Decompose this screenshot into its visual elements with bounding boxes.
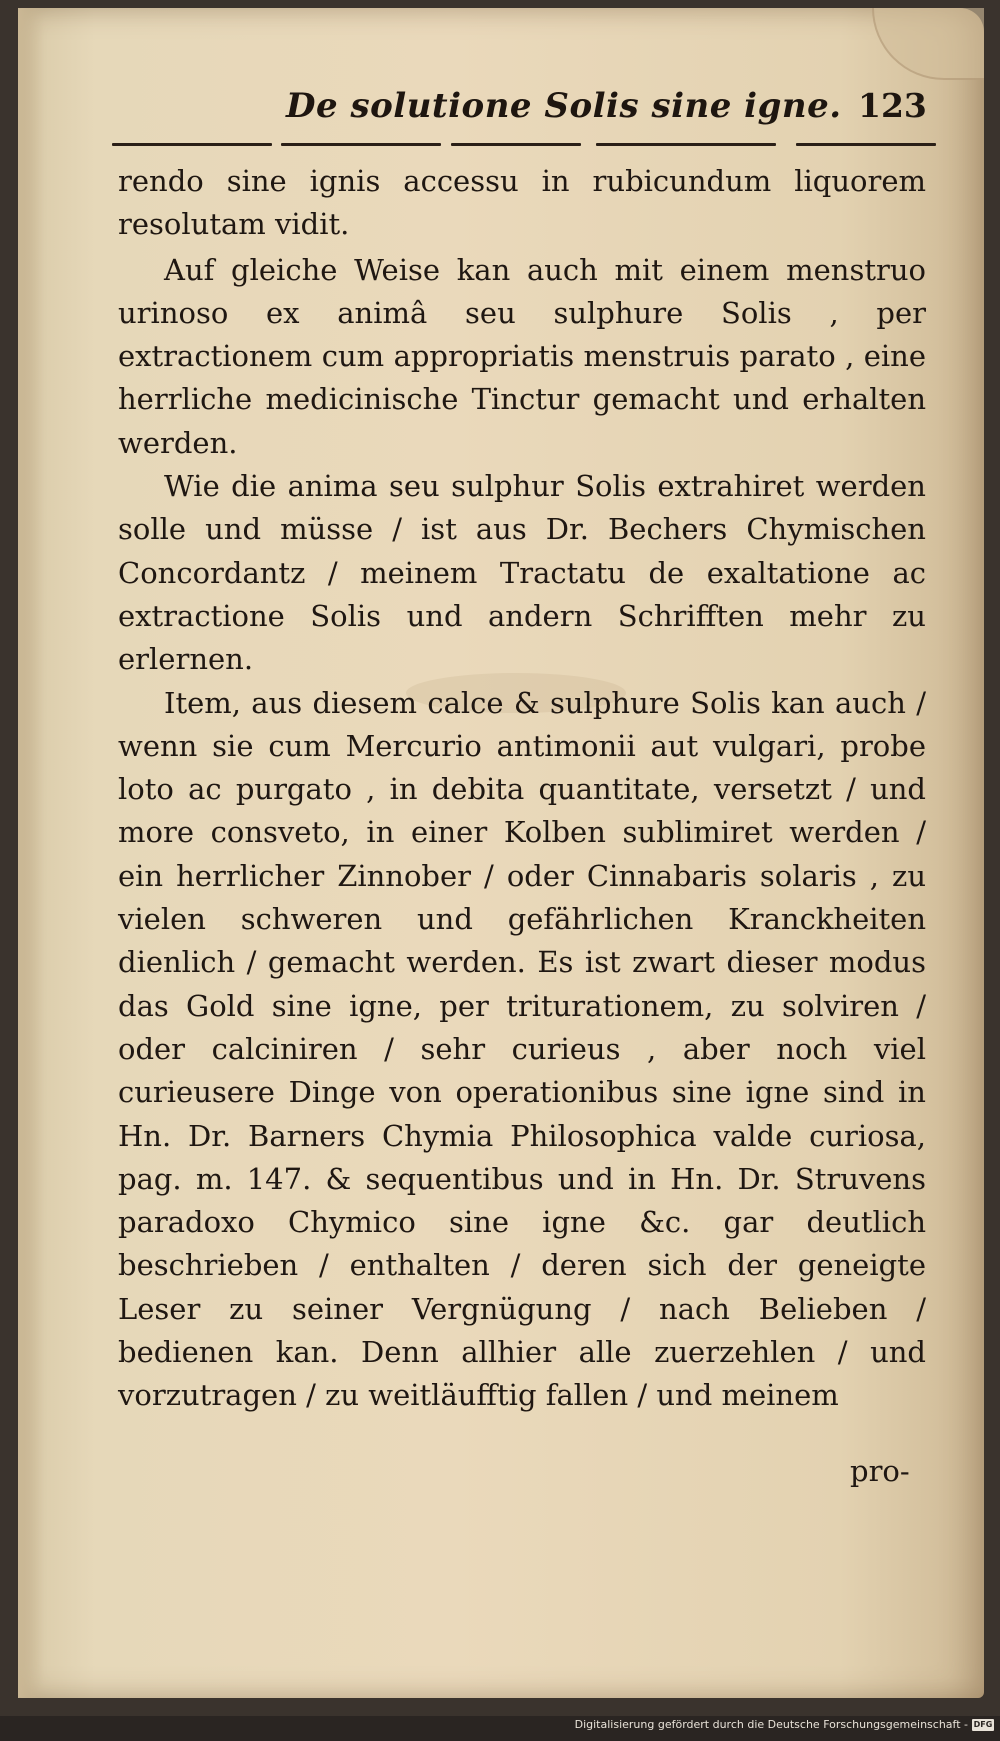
paragraph-anima-solis: Wie die anima seu sulphur Solis extrahiret werden solle und müsse / ist aus Dr. Bechers Chymischen Concordantz / meinem Tractatu de exaltatione ac extractione Solis und andern Schrifften mehr zu erlernen. xyxy=(118,469,926,677)
running-title: De solutione Solis sine igne. xyxy=(286,86,842,126)
dfg-logo: DFG xyxy=(973,1720,993,1729)
running-head xyxy=(18,86,984,136)
paragraph-zinnober: Item, aus diesem calce & sulphure Solis kan auch / wenn sie cum Mercurio antimonii aut vulgari, probe loto ac purgato , in debita quantitate, versetzt / und more consveto, in einer Kolben sublimiret werden / ein herrlicher Zinnober / oder Cinnabaris solaris , zu vielen schweren und gefährlichen Kranckheiten dienlich / gemacht werden. Es ist zwart dieser modus das Gold sine igne, per triturationem, zu solviren / oder calciniren / sehr curieus , aber noch viel curieusere Dinge von operationibus sine igne sind in Hn. Dr. Barners Chymia Philosophica valde curiosa, pag. m. 147. & sequentibus und in Hn. Dr. Struvens paradoxo Chymico sine igne &c. gar deutlich beschrieben / enthalten / deren sich der geneigte Leser zu seiner Vergnügung / nach Belieben / bedienen kan. Denn allhier alle zuerzehlen / und vorzutragen / zu weitläufftig fallen / und meinem xyxy=(118,685,926,1413)
paragraph-tinctur: Auf gleiche Weise kan auch mit einem menstruo urinoso ex animâ seu sulphure Solis , per extractionem cum appropriatis menstruis parato , eine herrliche medicinische Tinctur gemacht und erhalten werden. xyxy=(118,252,926,460)
header-rule xyxy=(106,140,926,148)
rule-segment xyxy=(451,143,581,146)
catchword: pro- xyxy=(850,1454,910,1488)
rule-segment xyxy=(796,143,936,146)
page-gutter-shadow xyxy=(18,8,44,1698)
rule-segment xyxy=(596,143,776,146)
rule-segment xyxy=(112,143,272,146)
page-number: 123 xyxy=(858,86,927,125)
paragraph-continuation: rendo sine ignis accessu in rubicundum liquorem resolutam vidit. xyxy=(118,164,926,242)
digitization-footer xyxy=(0,1716,1000,1741)
footer-credit: Digitalisierung gefördert durch die Deutsche Forschungsgemeinschaft - xyxy=(574,1718,968,1731)
book-page xyxy=(18,8,984,1698)
body-text xyxy=(118,160,926,1418)
rule-segment xyxy=(281,143,441,146)
